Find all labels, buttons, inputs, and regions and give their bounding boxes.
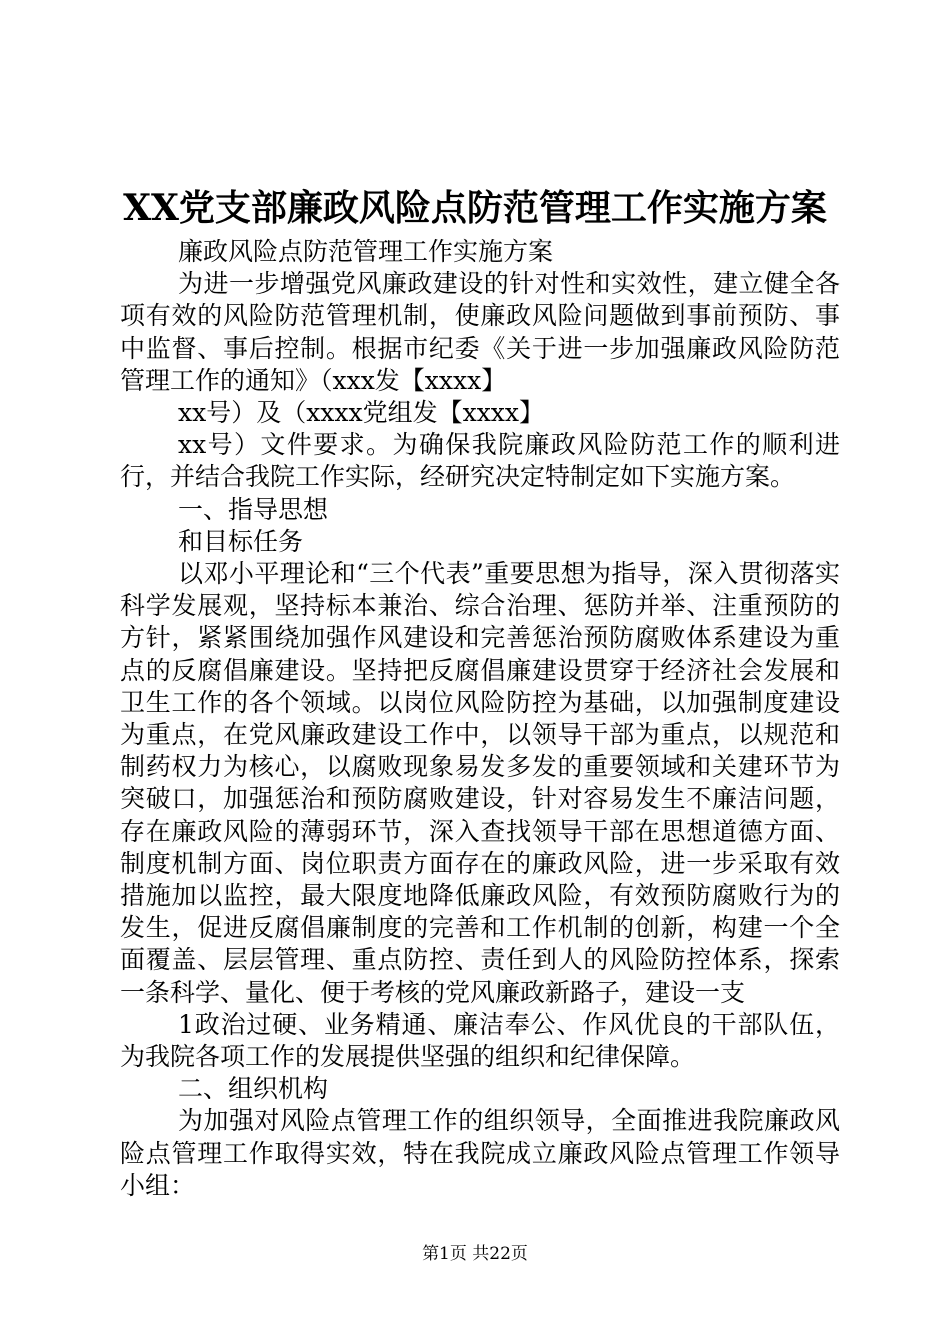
guiding-paragraph: 以邓小平理论和“三个代表”重要思想为指导，深入贯彻落实科学发展观，坚持标本兼治、综合治理、惩防并举、注重预防的方针，紧紧围绕加强作风建设和完善惩治预防腐败体系建设为重点的反腐倡廉建设。坚持把反腐倡廉建设贯穿于经济社会发展和卫生工作的各个领域。以岗位风险防控为基础，以加强制度建设为重点，在党风廉政建设工作中，以领导干部为重点，以规范和制药权力为核心，以腐败现象易发多发的重要领域和关建环节为突破口，加强惩治和预防腐败建设，针对容易发生不廉洁问题，存在廉政风险的薄弱环节，深入查找领导干部在思想道德方面、制度机制方面、岗位职责方面存在的廉政风险，进一步采取有效措施加以监控，最大限度地降低廉政风险，有效预防腐败行为的发生，促进反腐倡廉制度的完善和工作机制的创新，构建一个全面覆盖、层层管理、重点防控、责任到人的风险防控体系，探索一条科学、量化、便于考核的党风廉政新路子，建设一支 bbox=[120, 559, 840, 1007]
subtitle-paragraph: 廉政风险点防范管理工作实施方案 bbox=[178, 237, 554, 266]
section-heading-2: 二、组织机构 bbox=[178, 1074, 329, 1104]
reference-paragraph: xx号）及（xxxx党组发【xxxx】 bbox=[178, 398, 544, 428]
document-body bbox=[120, 236, 840, 1202]
requirement-paragraph: xx号）文件要求。为确保我院廉政风险防范工作的顺利进行，并结合我院工作实际，经研究决定特制定如下实施方案。 bbox=[120, 430, 840, 492]
document-title: XX党支部廉政风险点防范管理工作实施方案 bbox=[123, 187, 827, 229]
section-heading-1-cont: 和目标任务 bbox=[178, 526, 304, 556]
team-paragraph: 1政治过硬、业务精通、廉洁奉公、作风优良的干部队伍，为我院各项工作的发展提供坚强的组织和纪律保障。 bbox=[120, 1009, 840, 1072]
section-heading-1: 一、指导思想 bbox=[178, 494, 329, 524]
intro-paragraph: 为进一步增强党风廉政建设的针对性和实效性，建立健全各项有效的风险防范管理机制，使廉政风险问题做到事前预防、事中监督、事后控制。根据市纪委《关于进一步加强廉政风险防范管理工作的通知》（xxx发【xxxx】 bbox=[120, 269, 840, 395]
page-number: 第1页 共22页 bbox=[422, 1244, 528, 1264]
organization-paragraph: 为加强对风险点管理工作的组织领导，全面推进我院廉政风险点管理工作取得实效，特在我院成立廉政风险点管理工作领导小组： bbox=[120, 1106, 840, 1200]
